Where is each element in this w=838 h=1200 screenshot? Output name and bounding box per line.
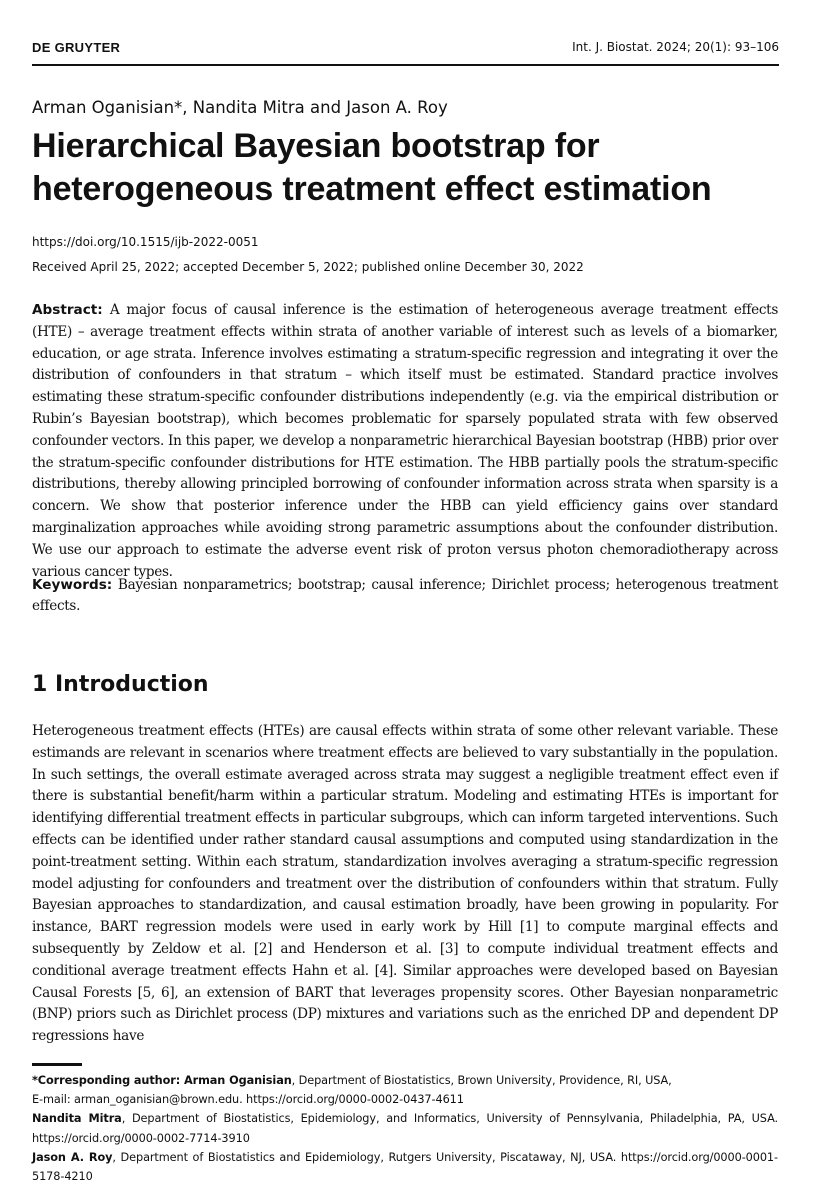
author-list: Arman Oganisian*, Nandita Mitra and Jason A. Roy — [32, 98, 448, 117]
doi-link[interactable]: https://doi.org/10.1515/ijb-2022-0051 — [32, 235, 259, 249]
publication-dates: Received April 25, 2022; accepted December 5, 2022; published online December 30, 2022 — [32, 260, 584, 274]
corresponding-author-affiliation: , Department of Biostatistics, Brown University, Providence, RI, USA, — [291, 1074, 672, 1087]
publisher-name: DE GRUYTER — [32, 40, 121, 55]
keywords-text: Bayesian nonparametrics; bootstrap; causal inference; Dirichlet process; heterogenous treatment effects. — [32, 577, 778, 614]
footnote-contact: E-mail: arman_oganisian@brown.edu. https://orcid.org/0000-0002-0437-4611 — [32, 1093, 464, 1107]
abstract — [32, 300, 778, 583]
footnote-corresponding-author — [32, 1071, 778, 1090]
keywords-label: Keywords: — [32, 577, 113, 593]
corresponding-author-label: *Corresponding author: Arman Oganisian — [32, 1074, 292, 1087]
section-heading: 1 Introduction — [32, 672, 209, 697]
keywords — [32, 575, 778, 617]
introduction-paragraph: Heterogeneous treatment effects (HTEs) are causal effects within strata of some other relevant variable. These estimands are relevant in scenarios where treatment effects are believed to vary substantially in the population. In such settings, the overall estimate averaged across strata may suggest a negligible treatment effect even if there is substantial benefit/harm within a particular stratum. Modeling and estimating HTEs is important for identifying differential treatment effects in particular subgroups, which can inform targeted interventions. Such effects can be identified under rather standard causal assumptions and computed using standardization in the point-treatment setting. Within each stratum, standardization involves averaging a stratum-specific regression model adjusting for confounders and treatment over the distribution of confounders within that stratum. Fully Bayesian approaches to standardization, and causal estimation broadly, have been growing in popularity. For instance, BART regression models were used in early work by Hill [1] to compute marginal effects and subsequently by Zeldow et al. [2] and Henderson et al. [3] to compute individual treatment effects and conditional average treatment effects Hahn et al. [4]. Similar approaches were developed based on Bayesian Causal Forests [5, 6], an extension of BART that leverages propensity scores. Other Bayesian nonparametric (BNP) priors such as Dirichlet process (DP) mixtures and variations such as the enriched DP and dependent DP regressions have — [32, 723, 778, 1045]
page-header — [32, 40, 779, 66]
abstract-text: A major focus of causal inference is the estimation of heterogeneous average treatment effects (HTE) – average treatment effects within strata of another variable of interest such as levels of a biomarker, education, or age strata. Inference involves estimating a stratum-specific regression and integrating it over the distribution of confounders in that stratum – which itself must be estimated. Standard practice involves estimating these stratum-specific confounder distributions independently (e.g. via the empirical distribution or Rubin’s Bayesian bootstrap), which becomes problematic for sparsely populated strata with few observed confounder vectors. In this paper, we develop a nonparametric hierarchical Bayesian bootstrap (HBB) prior over the stratum-specific confounder distributions for HTE estimation. The HBB partially pools the stratum-specific distributions, thereby allowing principled borrowing of confounder information across strata when sparsity is a concern. We show that posterior inference under the HBB can yield efficiency gains over standard marginalization approaches while avoiding strong parametric assumptions about the confounder distribution. We use our approach to estimate the adverse event risk of proton versus photon chemoradiotherapy across various cancer types. — [32, 302, 778, 580]
footnotes — [32, 1071, 778, 1186]
abstract-label: Abstract: — [32, 302, 103, 318]
footnote-divider — [32, 1063, 82, 1066]
footnote-author-roy — [32, 1148, 778, 1186]
footnote-author-mitra — [32, 1109, 778, 1147]
article-title: Hierarchical Bayesian bootstrap for heterogeneous treatment effect estimation — [32, 127, 712, 208]
author-affiliation-mitra: , Department of Biostatistics, Epidemiology, and Informatics, University of Pennsylvania, Philadelphia, PA, USA. https://orcid.org/0000-0002-7714-3910 — [32, 1112, 779, 1145]
journal-reference: Int. J. Biostat. 2024; 20(1): 93–106 — [572, 40, 779, 54]
author-name-mitra: Nandita Mitra — [32, 1112, 122, 1126]
author-name-roy: Jason A. Roy — [32, 1150, 113, 1164]
author-affiliation-roy: , Department of Biostatistics and Epidemiology, Rutgers University, Piscataway, NJ, USA. https://orcid.org/0000-0001-5178-4210 — [32, 1150, 778, 1184]
